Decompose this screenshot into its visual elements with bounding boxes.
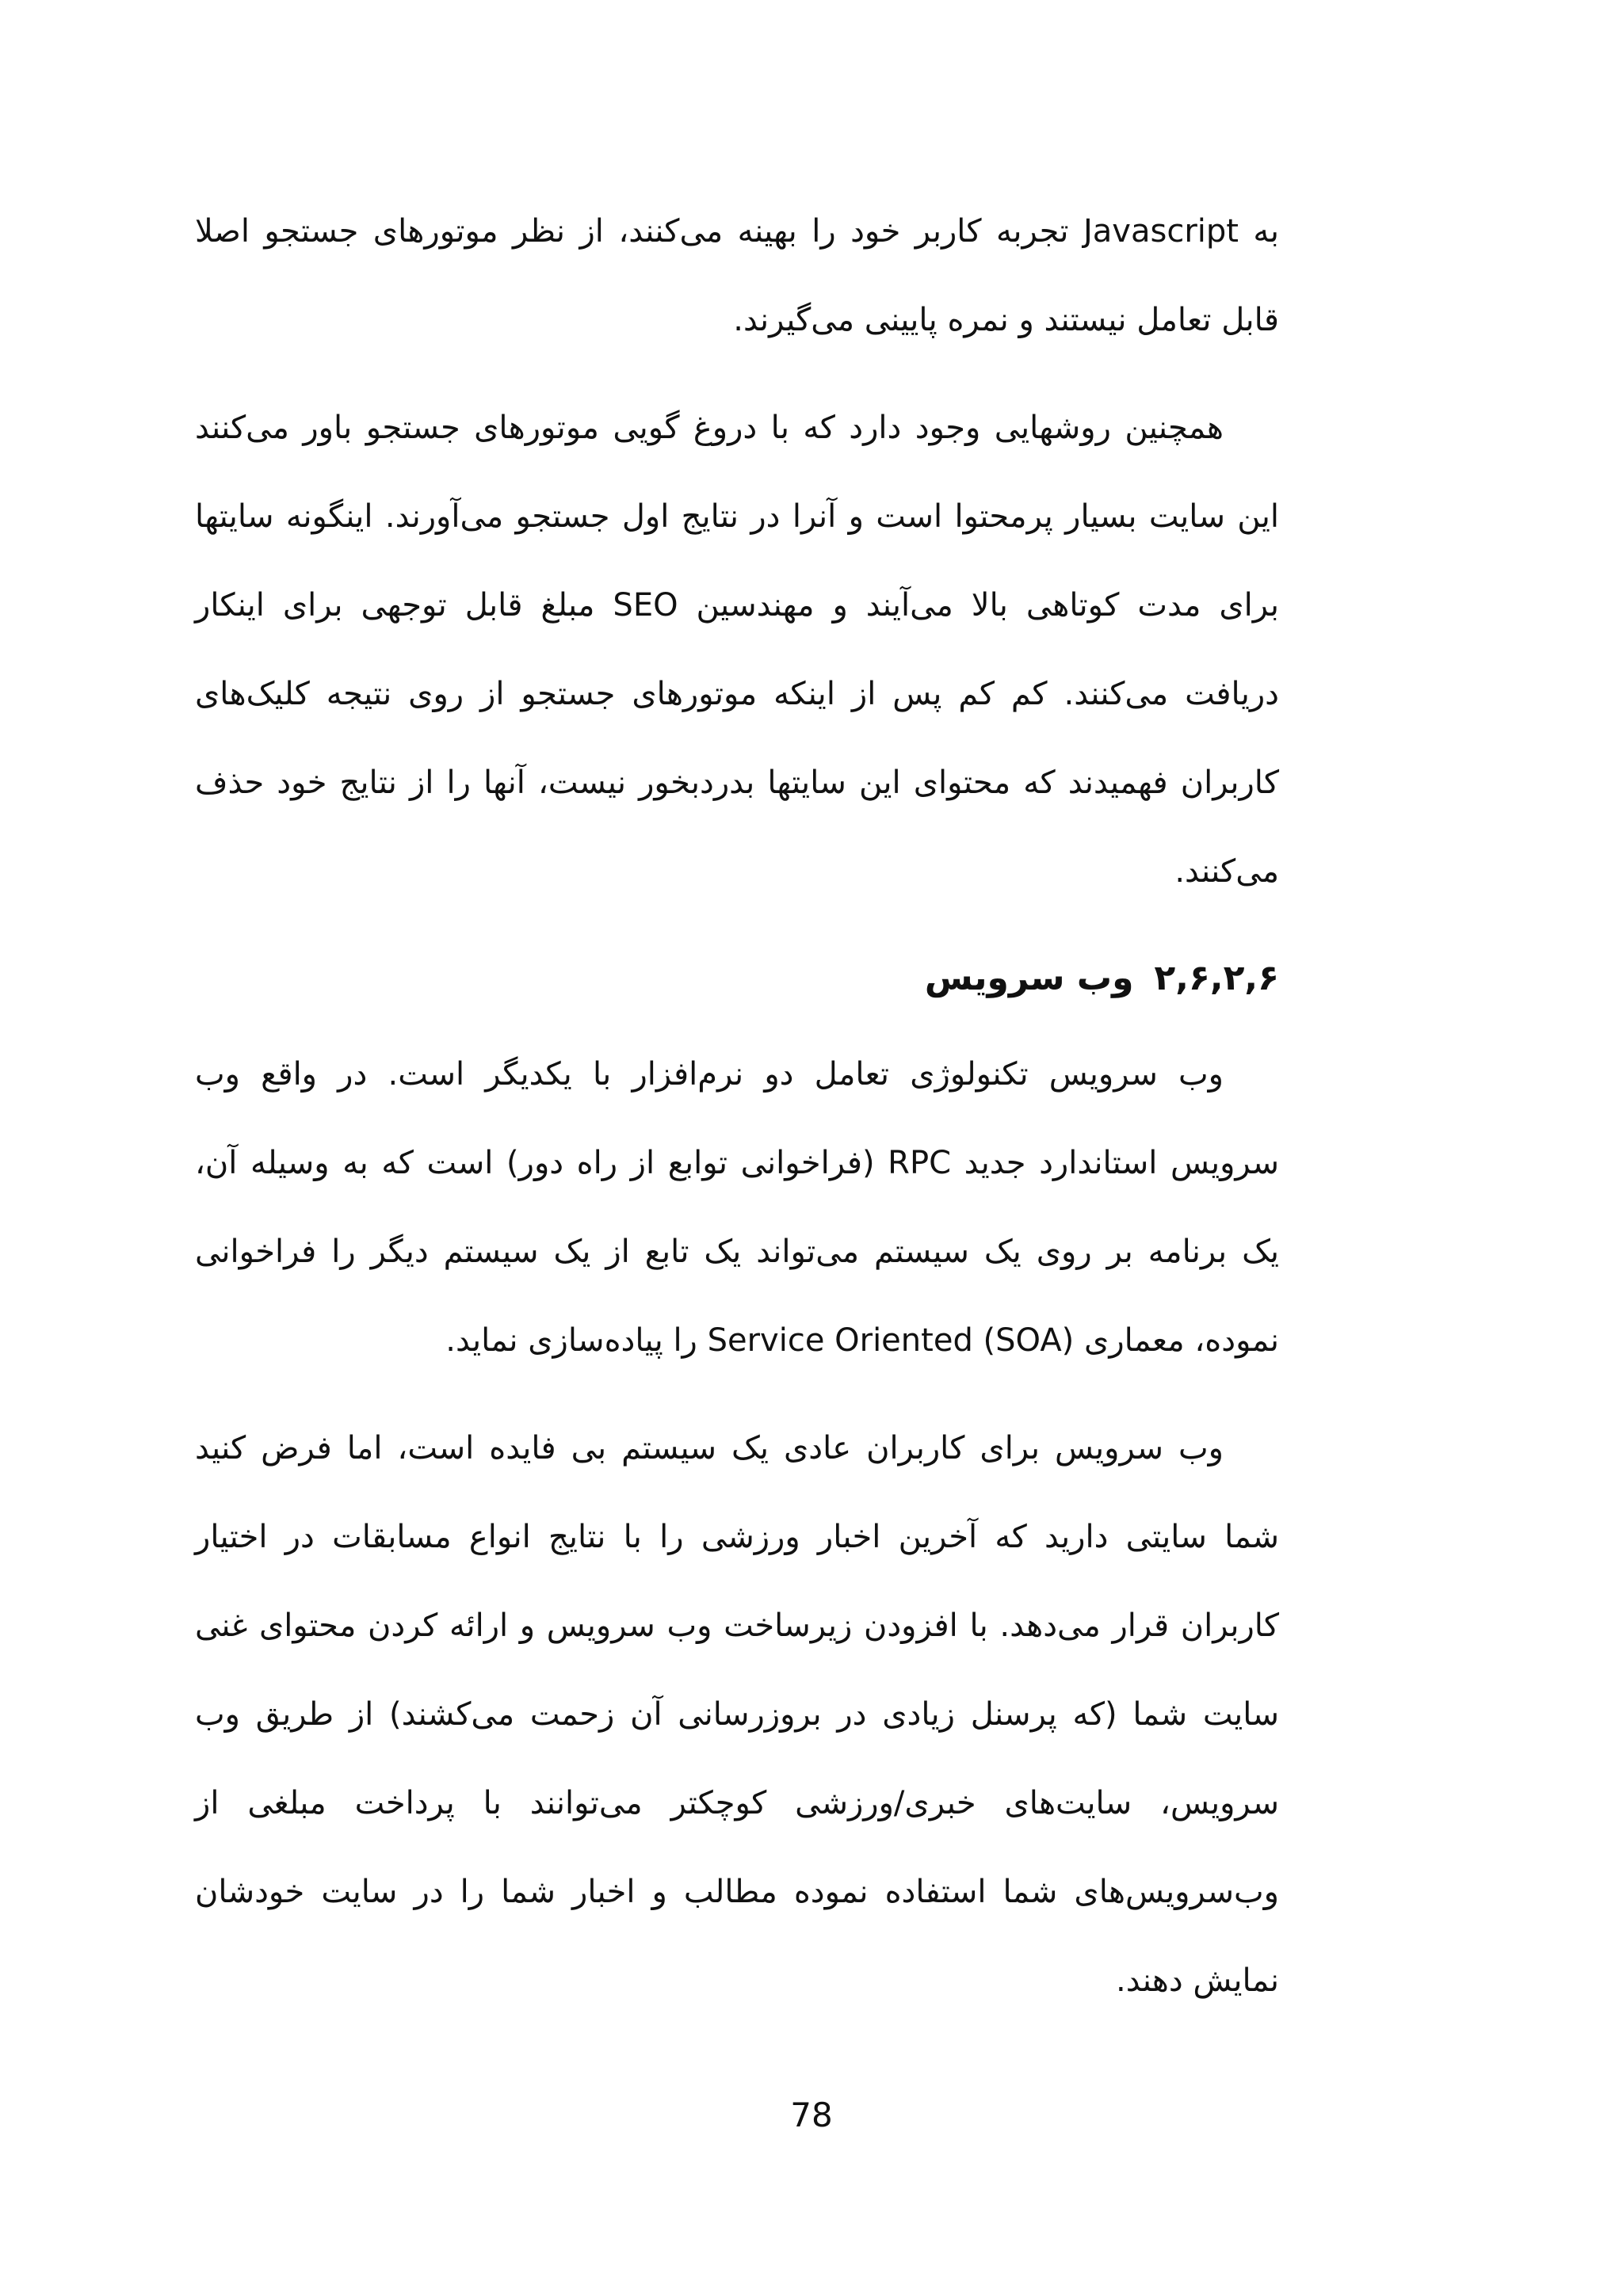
section-heading	[195, 935, 1279, 1022]
paragraph-web-service-definition: وب سرویس تکنولوژی تعامل دو نرم‌افزار با یکدیگر است. در واقع وب سرویس استاندارد جدید RPC (فراخوانی توابع از راه دور) است که به وسیله آن، یک برنامه بر روی یک سیستم می‌تواند یک تابع از یک سیستم دیگر را فراخوانی نموده، معماری Service Oriented (SOA) را پیاده‌سازی نماید.	[195, 1056, 1279, 1359]
section-title: وب سرویس	[924, 958, 1134, 998]
paragraph-seo-deception: همچنین روشهایی وجود دارد که با دروغ گویی موتورهای جستجو باور می‌کنند این سایت بسیار پرمحتوا است و آنرا در نتایج اول جستجو می‌آورند. اینگونه سایتها برای مدت کوتاهی بالا می‌آیند و مهندسین SEO مبلغ قابل توجهی برای اینکار دریافت می‌کنند. کم کم پس از اینکه موتورهای جستجو از روی نتیجه کلیک‌های کاربران فهمیدند که محتوای این سایتها بدردبخور نیست، آنها را از نتایج خود حذف می‌کنند.	[195, 410, 1279, 890]
page-number: 78	[790, 2096, 833, 2134]
section-number: ۲,۶,۲,۶	[1154, 958, 1279, 998]
page-body	[195, 187, 1279, 2025]
paragraph-javascript-ux: به Javascript تجربه کاربر خود را بهینه می‌کنند، از نظر موتورهای جستجو اصلا قابل تعامل نیستند و نمره پایینی می‌گیرند.	[195, 213, 1279, 338]
paragraph-web-service-example: وب سرویس برای کاربران عادی یک سیستم بی فایده است، اما فرض کنید شما سایتی دارید که آخرین اخبار ورزشی را با نتایج انواع مسابقات در اختیار کاربران قرار می‌دهد. با افزودن زیرساخت وب سرویس و ارائه کردن محتوای غنی سایت شما (که پرسنل زیادی در بروزرسانی آن زحمت می‌کشند) از طریق وب سرویس، سایت‌های خبری/ورزشی کوچکتر می‌توانند با پرداخت مبلغی از وب‌سرویس‌های شما استفاده نموده مطالب و اخبار شما را در سایت خودشان نمایش دهند.	[195, 1430, 1279, 1999]
